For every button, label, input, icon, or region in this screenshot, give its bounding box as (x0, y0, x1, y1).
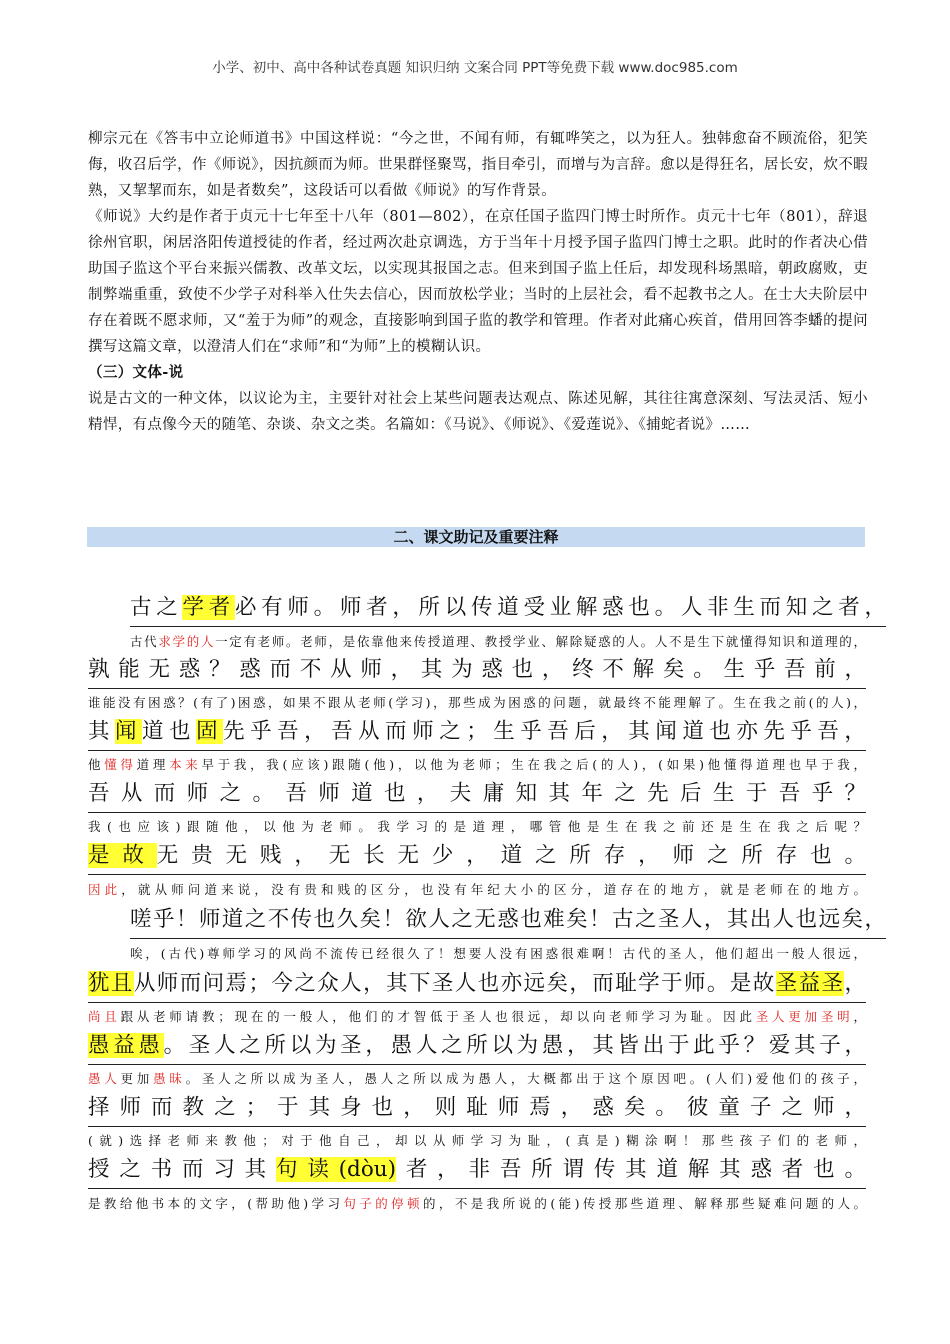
original-line-3 (88, 714, 866, 751)
red-term: 句子的停顿 (343, 1196, 423, 1211)
text-run: 其 (88, 719, 116, 744)
original-line-6: 嗟乎！师道之不传也久矣！欲人之无惑也难矣！古之圣人，其出人也远矣， (130, 902, 886, 939)
translation-line-5 (88, 880, 866, 900)
text-run: 更加 (120, 1071, 154, 1086)
original-line-10 (88, 1152, 866, 1189)
text-run: 先乎吾，吾从而师之；生乎吾后，其闻道也亦先乎吾， (223, 719, 866, 744)
red-term: 懂得 (104, 757, 137, 772)
highlight-term: 学者 (182, 595, 235, 620)
translation-line-6: 唉，(古代)尊师学习的风尚不流传已经很久了！想要人没有困惑很难啊！古代的圣人，他们超出一般人很远， (130, 946, 866, 961)
red-term: 本来 (169, 757, 202, 772)
subsection-title: （三）文体-说 (88, 364, 184, 381)
highlight-term: 句读(dòu) (276, 1157, 396, 1182)
highlight-term: 愚益愚 (88, 1033, 164, 1058)
translation-line-8 (88, 1069, 866, 1089)
text-run: 古代 (130, 634, 159, 649)
text-run: 者，非吾所谓传其道解其惑者也。 (396, 1157, 866, 1182)
original-line-8 (88, 1028, 866, 1065)
original-line-2: 孰能无惑？惑而不从师，其为惑也，终不解矣。生乎吾前， (88, 652, 866, 689)
highlight-term: 圣益圣 (775, 971, 845, 996)
translation-line-2: 谁能没有困惑？(有了)困惑，如果不跟从老师(学习)，那些成为困惑的问题，就最终不能理解了。生在我之前(的人)， (88, 695, 866, 710)
text-run: 授之书而习其 (88, 1157, 276, 1182)
text-run: ，就从师问道来说，没有贵和贱的区分，也没有年纪大小的区分，道存在的地方，就是老师在的地方。 (121, 882, 866, 897)
intro-section (88, 126, 868, 438)
translation-line-4: 我(也应该)跟随他，以他为老师。我学习的是道理，哪管他是生在我之前还是生在我之后呢？ (88, 819, 866, 834)
red-term: 因此 (88, 882, 122, 897)
intro-paragraph-2: 《师说》大约是作者于贞元十七年至十八年（801—802），在京任国子监四门博士时所作。贞元十七年（801），辞退徐州官职，闲居洛阳传道授徒的作者，经过两次赴京调选，方于当年十月授予国子监四门博士之职。此时的作者决心借助国子监这个平台来振兴儒教、改革文坛，以实现其报国之志。但来到国子监上任后，却发现科场黑暗，朝政腐败，吏制弊端重重，致使不少学子对科举入仕失去信心，因而放松学业；当时的上层社会，看不起教书之人。在士大夫阶层中存在着既不愿求师，又“羞于为师”的观念，直接影响到国子监的教学和管理。作者对此痛心疾首，借用回答李蟠的提问撰写这篇文章，以澄清人们在“求师”和“为师”上的模糊认识。 (88, 209, 868, 355)
text-run: 是教给他书本的文字，(帮助他)学习 (88, 1196, 344, 1211)
translation-line-10 (88, 1194, 866, 1214)
translation-line-1 (130, 632, 866, 652)
intro-paragraph-1: 柳宗元在《答韦中立论师道书》中国这样说：“今之世，不闻有师，有辄哗笑之，以为狂人。独韩愈奋不顾流俗，犯笑侮，收召后学，作《师说》，因抗颜而为师。世果群怪聚骂，指目牵引，而增与为言辞。愈以是得狂名，居长安，炊不暇熟，又挈挈而东，如是者数矣”，这段话可以看做《师说》的写作背景。 (88, 131, 868, 199)
highlight-term: 闻 (115, 719, 143, 744)
text-run: 。圣人之所以成为圣人，愚人之所以成为愚人，大概都出于这个原因吧。(人们)爱他们的孩子， (185, 1071, 866, 1086)
text-run: 。圣人之所以为圣，愚人之所以为愚，其皆出于此乎？爱其子， (163, 1033, 866, 1058)
red-term: 愚人 (88, 1071, 121, 1086)
red-term: 尚且 (88, 1009, 121, 1024)
original-line-7 (88, 966, 866, 1003)
highlight-term: 固 (196, 719, 224, 744)
text-run: 他 (88, 757, 105, 772)
intro-paragraph-3: 说是古文的一种文体，以议论为主，主要针对社会上某些问题表达观点、陈述见解，其往往寓意深刻、写法灵活、短小精悍，有点像今天的随笔、杂谈、杂文之类。名篇如：《马说》、《师说》、《爱莲说》、《捕蛇者说》…… (88, 391, 868, 433)
text-run: 必有师。师者，所以传道受业解惑也。人非生而知之者， (234, 595, 886, 620)
highlight-term: 犹且 (88, 971, 134, 996)
original-line-5 (88, 838, 866, 875)
site-header: 小学、初中、高中各种试卷真题 知识归纳 文案合同 PPT等免费下载 www.doc985.com (212, 60, 738, 76)
translation-line-3 (88, 755, 866, 775)
text-run: 一定有老师。老师，是依靠他来传授道理、教授学业、解除疑惑的人。人不是生下就懂得知识和道理的， (215, 634, 866, 649)
text-run: 跟从老师请教；现在的一般人，他们的才智低于圣人也很远，却以向老师学习为耻。因此 (120, 1009, 756, 1024)
original-line-9: 择师而教之；于其身也，则耻师焉，惑矣。彼童子之师， (88, 1090, 866, 1127)
translation-line-7 (88, 1007, 866, 1027)
text-run: 古之 (130, 595, 183, 620)
text-run: 早于我，我(应该)跟随(他)，以他为老师；生在我之后(的人)，(如果)他懂得道理也早于我， (201, 757, 866, 772)
text-run: ， (853, 1009, 866, 1024)
translation-line-9: (就)选择老师来教他；对于他自己，却以从师学习为耻，(真是)糊涂啊！那些孩子们的老师， (88, 1133, 866, 1148)
text-run: 从师而问焉；今之众人，其下圣人也亦远矣，而耻学于师。是故 (133, 971, 776, 996)
text-run: 道也 (142, 719, 197, 744)
text-run: ， (844, 971, 866, 996)
original-line-4: 吾从而师之。吾师道也，夫庸知其年之先后生于吾乎？ (88, 776, 866, 813)
text-run: 无贵无贱，无长无少，道之所存，师之所存也。 (156, 843, 866, 868)
original-line-1 (130, 590, 886, 627)
text-run: 道理 (136, 757, 170, 772)
text-run: 的，不是我所说的(能)传授那些道理、解释那些疑难问题的人。 (423, 1196, 866, 1211)
highlight-term: 是故 (88, 843, 157, 868)
red-term: 愚昧 (153, 1071, 186, 1086)
red-term: 圣人更加圣明 (755, 1009, 854, 1024)
section-banner: 二、课文助记及重要注释 (87, 527, 865, 547)
red-term: 求学的人 (158, 634, 216, 649)
